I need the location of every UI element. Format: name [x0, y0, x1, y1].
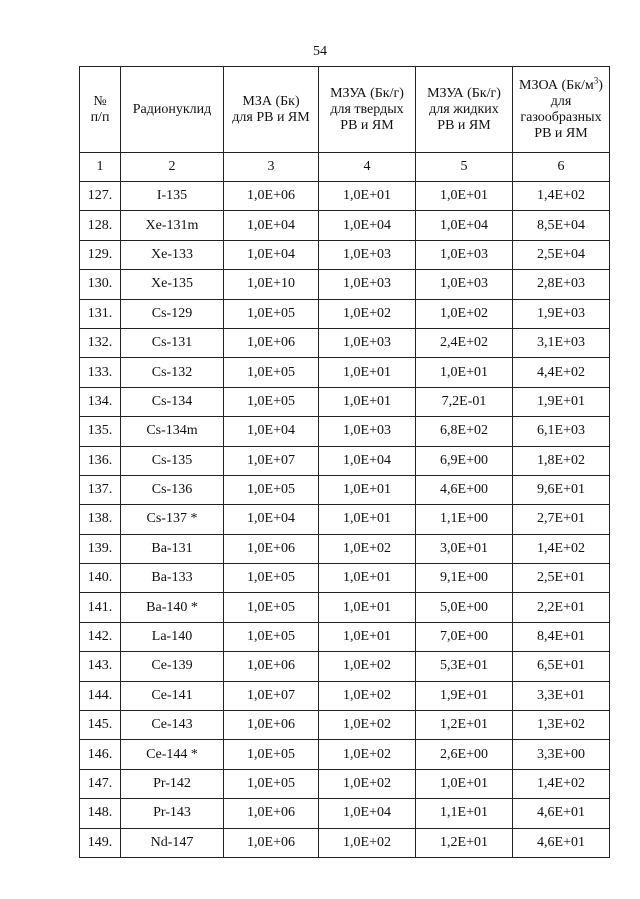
- page-number: 54: [313, 44, 327, 59]
- header-mzua-liquid: МЗУА (Бк/г) для жидких РВ и ЯМ: [416, 67, 513, 153]
- table-row: [80, 270, 610, 299]
- mzua-liquid-value: 1,0E+01: [416, 769, 513, 798]
- header-mza: МЗА (Бк) для РВ и ЯМ: [224, 67, 319, 153]
- mza-value: 1,0E+05: [224, 769, 319, 798]
- mzua-liquid-value: 7,0E+00: [416, 622, 513, 651]
- radionuclide-name: Cs-135: [121, 446, 224, 475]
- mza-value: 1,0E+06: [224, 711, 319, 740]
- table-row: [80, 446, 610, 475]
- mzua-solid-value: 1,0E+01: [319, 593, 416, 622]
- row-number: 133.: [80, 358, 121, 387]
- mzua-solid-value: 1,0E+03: [319, 328, 416, 357]
- radionuclide-name: Cs-137 *: [121, 505, 224, 534]
- mza-value: 1,0E+04: [224, 211, 319, 240]
- mzua-solid-value: 1,0E+01: [319, 475, 416, 504]
- mzoa-gas-value: 2,8E+03: [513, 270, 610, 299]
- mzua-liquid-value: 9,1E+00: [416, 564, 513, 593]
- mzua-liquid-value: 4,6E+00: [416, 475, 513, 504]
- mzua-solid-value: 1,0E+02: [319, 534, 416, 563]
- mzua-liquid-value: 1,2E+01: [416, 828, 513, 857]
- mzoa-gas-value: 2,2E+01: [513, 593, 610, 622]
- radionuclide-name: Nd-147: [121, 828, 224, 857]
- radionuclide-name: Xe-133: [121, 240, 224, 269]
- mzua-solid-value: 1,0E+01: [319, 387, 416, 416]
- mzoa-gas-value: 6,1E+03: [513, 417, 610, 446]
- mzoa-gas-value: 6,5E+01: [513, 652, 610, 681]
- mzua-liquid-value: 2,6E+00: [416, 740, 513, 769]
- mza-value: 1,0E+06: [224, 652, 319, 681]
- row-number: 132.: [80, 328, 121, 357]
- row-number: 143.: [80, 652, 121, 681]
- column-number: 6: [513, 153, 610, 182]
- table-row: [80, 211, 610, 240]
- mzua-solid-value: 1,0E+01: [319, 622, 416, 651]
- mza-value: 1,0E+06: [224, 534, 319, 563]
- mza-value: 1,0E+05: [224, 387, 319, 416]
- mzoa-gas-value: 2,7E+01: [513, 505, 610, 534]
- mza-value: 1,0E+05: [224, 299, 319, 328]
- row-number: 140.: [80, 564, 121, 593]
- mzua-liquid-value: 3,0E+01: [416, 534, 513, 563]
- row-number: 131.: [80, 299, 121, 328]
- table-row: [80, 711, 610, 740]
- mzua-solid-value: 1,0E+02: [319, 681, 416, 710]
- mzoa-gas-value: 1,4E+02: [513, 534, 610, 563]
- table-row: [80, 593, 610, 622]
- mzua-solid-value: 1,0E+02: [319, 652, 416, 681]
- radionuclide-name: Cs-132: [121, 358, 224, 387]
- radionuclide-name: Pr-142: [121, 769, 224, 798]
- mza-value: 1,0E+06: [224, 328, 319, 357]
- mza-value: 1,0E+06: [224, 182, 319, 211]
- radionuclide-name: Cs-131: [121, 328, 224, 357]
- mza-value: 1,0E+04: [224, 240, 319, 269]
- row-number: 147.: [80, 769, 121, 798]
- header-mzoa-prefix: МЗОА (Бк/м: [519, 77, 594, 93]
- mzua-solid-value: 1,0E+02: [319, 299, 416, 328]
- column-number: 4: [319, 153, 416, 182]
- row-number: 139.: [80, 534, 121, 563]
- mzoa-gas-value: 1,9E+01: [513, 387, 610, 416]
- mza-value: 1,0E+04: [224, 505, 319, 534]
- row-number: 130.: [80, 270, 121, 299]
- mzoa-gas-value: 2,5E+04: [513, 240, 610, 269]
- table-row: [80, 240, 610, 269]
- mza-value: 1,0E+05: [224, 358, 319, 387]
- table-row: [80, 328, 610, 357]
- mzua-solid-value: 1,0E+02: [319, 711, 416, 740]
- mzua-liquid-value: 5,3E+01: [416, 652, 513, 681]
- row-number: 141.: [80, 593, 121, 622]
- header-radionuclide: Радионуклид: [121, 67, 224, 153]
- mzua-liquid-value: 6,9E+00: [416, 446, 513, 475]
- mzua-liquid-value: 6,8E+02: [416, 417, 513, 446]
- row-number: 149.: [80, 828, 121, 857]
- mzoa-gas-value: 2,5E+01: [513, 564, 610, 593]
- header-row: [80, 67, 610, 153]
- radionuclide-name: Cs-134m: [121, 417, 224, 446]
- mzua-solid-value: 1,0E+01: [319, 182, 416, 211]
- column-number: 3: [224, 153, 319, 182]
- table-row: [80, 769, 610, 798]
- mzua-solid-value: 1,0E+04: [319, 211, 416, 240]
- mzua-liquid-value: 1,0E+01: [416, 182, 513, 211]
- mzua-liquid-value: 1,0E+04: [416, 211, 513, 240]
- column-number: 5: [416, 153, 513, 182]
- mzua-solid-value: 1,0E+04: [319, 446, 416, 475]
- radionuclide-name: Cs-129: [121, 299, 224, 328]
- mza-value: 1,0E+10: [224, 270, 319, 299]
- mzua-liquid-value: 1,2E+01: [416, 711, 513, 740]
- mzoa-gas-value: 4,4E+02: [513, 358, 610, 387]
- mzua-liquid-value: 2,4E+02: [416, 328, 513, 357]
- radionuclide-name: Ce-139: [121, 652, 224, 681]
- table-row: [80, 417, 610, 446]
- table-row: [80, 505, 610, 534]
- radionuclide-name: Pr-143: [121, 799, 224, 828]
- mza-value: 1,0E+04: [224, 417, 319, 446]
- row-number: 144.: [80, 681, 121, 710]
- row-number: 128.: [80, 211, 121, 240]
- mzua-liquid-value: 1,0E+03: [416, 270, 513, 299]
- table-row: [80, 182, 610, 211]
- mzua-solid-value: 1,0E+03: [319, 270, 416, 299]
- mzoa-gas-value: 1,8E+02: [513, 446, 610, 475]
- mzoa-gas-value: 8,5E+04: [513, 211, 610, 240]
- column-number: 1: [80, 153, 121, 182]
- row-number: 142.: [80, 622, 121, 651]
- table-row: [80, 740, 610, 769]
- mzua-liquid-value: 1,0E+01: [416, 358, 513, 387]
- mzoa-gas-value: 1,3E+02: [513, 711, 610, 740]
- row-number: 129.: [80, 240, 121, 269]
- mzoa-gas-value: 1,4E+02: [513, 182, 610, 211]
- row-number: 148.: [80, 799, 121, 828]
- row-number: 145.: [80, 711, 121, 740]
- radionuclide-name: Ce-141: [121, 681, 224, 710]
- mzoa-gas-value: 3,1E+03: [513, 328, 610, 357]
- radionuclide-name: Cs-136: [121, 475, 224, 504]
- radionuclide-name: Xe-135: [121, 270, 224, 299]
- mzua-liquid-value: 1,1E+00: [416, 505, 513, 534]
- row-number: 136.: [80, 446, 121, 475]
- table-row: [80, 652, 610, 681]
- mza-value: 1,0E+06: [224, 828, 319, 857]
- radionuclide-name: Ba-131: [121, 534, 224, 563]
- header-mzoa-gas: [513, 67, 610, 153]
- table-row: [80, 387, 610, 416]
- mzua-solid-value: 1,0E+01: [319, 358, 416, 387]
- radionuclide-name: I-135: [121, 182, 224, 211]
- radionuclide-name: Xe-131m: [121, 211, 224, 240]
- mzoa-gas-value: 4,6E+01: [513, 828, 610, 857]
- mzua-solid-value: 1,0E+03: [319, 240, 416, 269]
- mza-value: 1,0E+05: [224, 622, 319, 651]
- mza-value: 1,0E+05: [224, 564, 319, 593]
- row-number: 134.: [80, 387, 121, 416]
- mzua-liquid-value: 1,1E+01: [416, 799, 513, 828]
- table-row: [80, 828, 610, 857]
- mza-value: 1,0E+05: [224, 475, 319, 504]
- header-mzoa-suffix: ) для газообразных РВ и ЯМ: [520, 77, 603, 141]
- column-number-row: [80, 153, 610, 182]
- column-number: 2: [121, 153, 224, 182]
- radionuclide-table: [79, 66, 610, 858]
- radionuclide-name: Ba-133: [121, 564, 224, 593]
- mza-value: 1,0E+07: [224, 446, 319, 475]
- header-mzoa-sup: 3: [593, 74, 599, 85]
- mzoa-gas-value: 8,4E+01: [513, 622, 610, 651]
- mza-value: 1,0E+05: [224, 593, 319, 622]
- radionuclide-name: Cs-134: [121, 387, 224, 416]
- mza-value: 1,0E+05: [224, 740, 319, 769]
- mza-value: 1,0E+07: [224, 681, 319, 710]
- table-row: [80, 299, 610, 328]
- mzua-solid-value: 1,0E+01: [319, 505, 416, 534]
- row-number: 138.: [80, 505, 121, 534]
- mzua-solid-value: 1,0E+01: [319, 564, 416, 593]
- mzua-solid-value: 1,0E+02: [319, 740, 416, 769]
- mzua-liquid-value: 5,0E+00: [416, 593, 513, 622]
- table-row: [80, 564, 610, 593]
- mza-value: 1,0E+06: [224, 799, 319, 828]
- mzoa-gas-value: 1,4E+02: [513, 769, 610, 798]
- mzua-solid-value: 1,0E+04: [319, 799, 416, 828]
- table-row: [80, 475, 610, 504]
- mzoa-gas-value: 3,3E+00: [513, 740, 610, 769]
- header-number: № п/п: [80, 67, 121, 153]
- row-number: 146.: [80, 740, 121, 769]
- row-number: 137.: [80, 475, 121, 504]
- mzua-solid-value: 1,0E+02: [319, 828, 416, 857]
- row-number: 135.: [80, 417, 121, 446]
- radionuclide-name: Ce-144 *: [121, 740, 224, 769]
- radionuclide-name: La-140: [121, 622, 224, 651]
- table-row: [80, 799, 610, 828]
- radionuclide-name: Ce-143: [121, 711, 224, 740]
- mzua-liquid-value: 1,0E+02: [416, 299, 513, 328]
- table-row: [80, 622, 610, 651]
- row-number: 127.: [80, 182, 121, 211]
- mzua-liquid-value: 1,9E+01: [416, 681, 513, 710]
- table-row: [80, 358, 610, 387]
- mzua-liquid-value: 7,2E-01: [416, 387, 513, 416]
- mzua-solid-value: 1,0E+02: [319, 769, 416, 798]
- mzoa-gas-value: 3,3E+01: [513, 681, 610, 710]
- radionuclide-name: Ba-140 *: [121, 593, 224, 622]
- mzua-liquid-value: 1,0E+03: [416, 240, 513, 269]
- table-row: [80, 534, 610, 563]
- mzoa-gas-value: 9,6E+01: [513, 475, 610, 504]
- mzua-solid-value: 1,0E+03: [319, 417, 416, 446]
- table-row: [80, 681, 610, 710]
- mzoa-gas-value: 1,9E+03: [513, 299, 610, 328]
- mzoa-gas-value: 4,6E+01: [513, 799, 610, 828]
- header-mzua-solid: МЗУА (Бк/г) для твердых РВ и ЯМ: [319, 67, 416, 153]
